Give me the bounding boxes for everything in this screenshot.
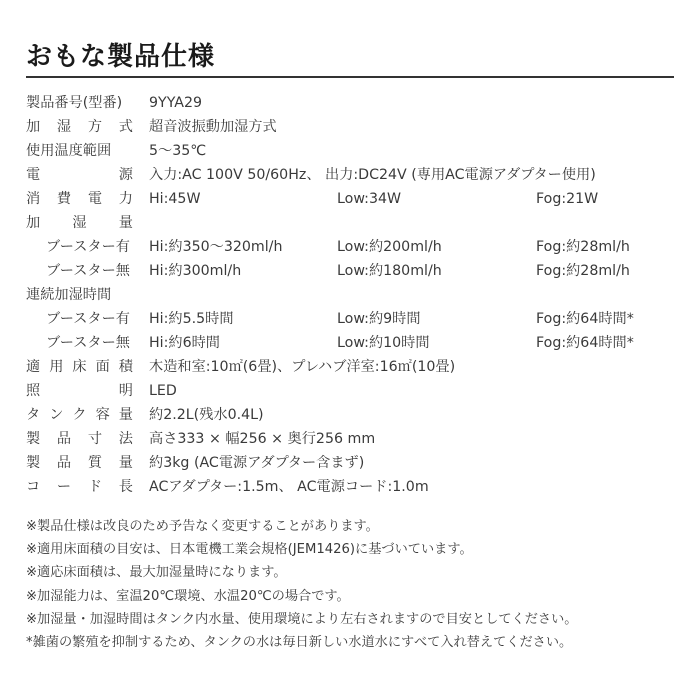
spec-value-floor: 木造和室:10㎡(6畳)、プレハブ洋室:16㎡(10畳) — [149, 359, 456, 375]
spec-value-consumption-low: Low:34W — [337, 191, 402, 207]
spec-row-cont-off — [26, 331, 686, 355]
spec-value-light: LED — [149, 383, 177, 399]
spec-value-size: 高さ333 × 幅256 × 奥行256 mm — [149, 431, 376, 447]
spec-row-model — [26, 91, 686, 115]
spec-row-weight — [26, 451, 686, 475]
spec-value-temp: 5～35℃ — [149, 143, 207, 159]
spec-row-floor — [26, 355, 686, 379]
spec-label-light: 照 明 — [26, 383, 133, 399]
spec-label-cont-on: ブースター有 — [46, 311, 130, 327]
spec-value-cord: ACアダプター:1.5m、 AC電源コード:1.0m — [149, 479, 429, 495]
spec-value-booster-on-hi: Hi:約350～320ml/h — [149, 239, 283, 255]
spec-value-cont-on-hi: Hi:約5.5時間 — [149, 311, 234, 327]
spec-row-size — [26, 427, 686, 451]
spec-label-power: 電 源 — [26, 167, 133, 183]
spec-value-cont-off-hi: Hi:約6時間 — [149, 335, 220, 351]
spec-row-cont-on — [26, 307, 686, 331]
spec-label-consumption: 消 費 電 力 — [26, 191, 133, 207]
spec-table — [26, 91, 686, 499]
title-divider — [26, 76, 674, 78]
note-item: ※適応床面積は、最大加湿量時になります。 — [26, 565, 287, 581]
notes-list — [26, 515, 686, 654]
spec-value-power: 入力:AC 100V 50/60Hz、 出力:DC24V (専用AC電源アダプター使用) — [149, 167, 596, 183]
spec-row-humid-amount — [26, 211, 686, 235]
spec-label-temp: 使用温度範囲 — [26, 143, 112, 159]
spec-value-method: 超音波振動加湿方式 — [149, 119, 277, 135]
spec-label-method: 加 湿 方 式 — [26, 119, 133, 135]
spec-value-consumption-hi: Hi:45W — [149, 191, 201, 207]
spec-value-booster-on-fog: Fog:約28ml/h — [536, 239, 630, 255]
spec-label-continuous: 連続加湿時間 — [26, 287, 112, 303]
spec-label-model: 製品番号(型番) — [26, 95, 123, 111]
spec-row-tank — [26, 403, 686, 427]
spec-label-cont-off: ブースター無 — [46, 335, 130, 351]
spec-label-tank: タ ン ク 容 量 — [26, 407, 133, 423]
spec-row-consumption — [26, 187, 686, 211]
spec-label-floor: 適 用 床 面 積 — [26, 359, 133, 375]
spec-row-method — [26, 115, 686, 139]
spec-value-booster-off-hi: Hi:約300ml/h — [149, 263, 242, 279]
spec-value-booster-off-low: Low:約180ml/h — [337, 263, 442, 279]
spec-row-booster-off — [26, 259, 686, 283]
spec-row-light — [26, 379, 686, 403]
spec-row-cord — [26, 475, 686, 499]
spec-label-weight: 製 品 質 量 — [26, 455, 133, 471]
spec-row-temp — [26, 139, 686, 163]
spec-label-booster-on: ブースター有 — [46, 239, 130, 255]
note-item: *雑菌の繁殖を抑制するため、タンクの水は毎日新しい水道水にすべて入れ替えてください。 — [26, 634, 573, 650]
note-item: ※製品仕様は改良のため予告なく変更することがあります。 — [26, 519, 379, 534]
spec-label-booster-off: ブースター無 — [46, 263, 130, 279]
spec-value-cont-off-fog: Fog:約64時間* — [536, 335, 634, 351]
spec-value-cont-off-low: Low:約10時間 — [337, 335, 430, 351]
note-item: ※適用床面積の目安は、日本電機工業会規格(JEM1426)に基づいています。 — [26, 542, 473, 558]
spec-row-continuous — [26, 283, 686, 307]
spec-label-cord: コ ー ド 長 — [26, 479, 133, 495]
spec-value-cont-on-fog: Fog:約64時間* — [536, 311, 634, 327]
spec-label-size: 製 品 寸 法 — [26, 431, 133, 447]
note-item: ※加湿能力は、室温20℃環境、水温20℃の場合です。 — [26, 588, 350, 604]
spec-value-model: 9YYA29 — [149, 95, 203, 111]
spec-value-booster-on-low: Low:約200ml/h — [337, 239, 442, 255]
spec-value-consumption-fog: Fog:21W — [536, 191, 599, 207]
spec-row-booster-on — [26, 235, 686, 259]
spec-value-booster-off-fog: Fog:約28ml/h — [536, 263, 630, 279]
spec-value-tank: 約2.2L(残水0.4L) — [149, 407, 264, 423]
spec-label-humid-amount: 加 湿 量 — [26, 215, 133, 231]
spec-value-weight: 約3kg (AC電源アダプター含まず) — [149, 455, 365, 471]
note-item: ※加湿量・加湿時間はタンク内水量、使用環境により左右されますので目安としてください。 — [26, 611, 578, 627]
spec-value-cont-on-low: Low:約9時間 — [337, 311, 421, 327]
page-title: おもな製品仕様 — [26, 42, 216, 72]
spec-row-power — [26, 163, 686, 187]
